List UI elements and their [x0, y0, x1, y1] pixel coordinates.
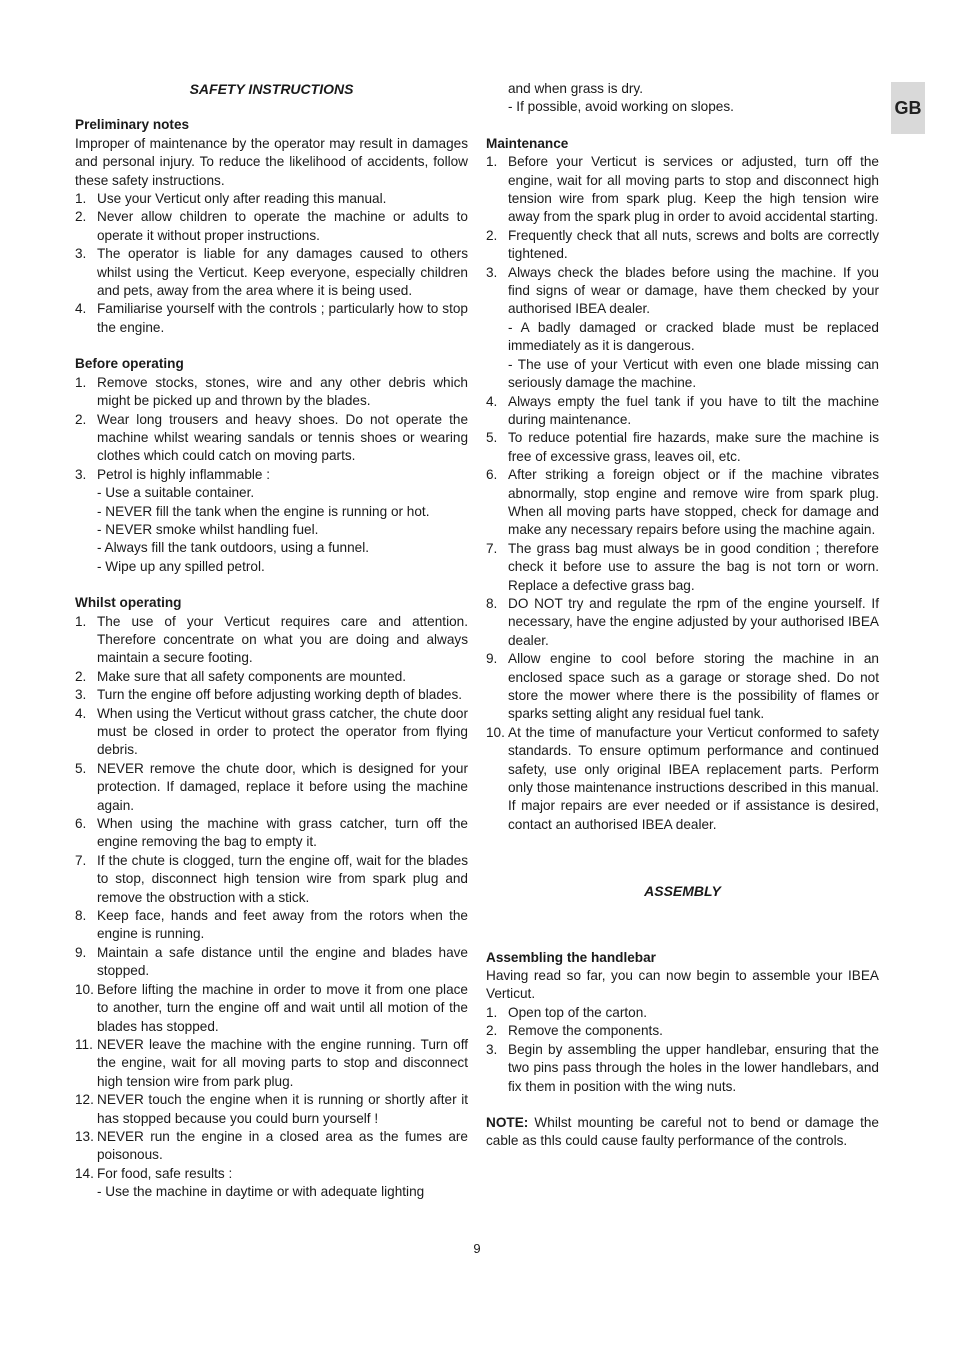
petrol-sub-item: - Use a suitable container. [97, 485, 255, 501]
maintenance-list [486, 153, 879, 834]
list-item: 8. Keep face, hands and feet away from the rotors when the engine is running. [75, 908, 468, 942]
assembly-list [486, 1004, 879, 1096]
list-item: 6. When using the machine with grass catcher, turn off the engine removing the bag to empty it. [75, 816, 468, 850]
list-item: 5. NEVER remove the chute door, which is designed for your protection. If damaged, replace it before using the machine again. [75, 760, 468, 813]
preliminary-list [75, 190, 468, 337]
list-item: 2. Frequently check that all nuts, screws and bolts are correctly tightened. [486, 227, 879, 262]
list-item: 3. Petrol is highly inflammable : - Use a suitable container. - NEVER fill the tank when the engine is running or hot. - NEVER smoke whilst handling fuel. - Always fill the tank outdoors, using a funnel. - Wipe up any spilled petrol. [75, 466, 468, 576]
list-item: 1. The use of your Verticut requires care and attention. Therefore concentrate on what you are doing and always maintain a secure footing. [75, 613, 468, 666]
preliminary-notes-heading: Preliminary notes [75, 117, 190, 133]
list-item: 12. NEVER touch the engine when it is running or shortly after it has stopped because you could burn yourself ! [75, 1092, 468, 1126]
list-item: 9. Allow engine to cool before storing the machine in an enclosed space such as a garage or storage shed. Do not store the mower where there is the possibility of flames or sparks setting alight any residual fuel tank. [486, 651, 879, 722]
petrol-sub-item: - NEVER fill the tank when the engine is running or hot. [97, 503, 430, 519]
list-item: 1. Open top of the carton. [486, 1004, 648, 1020]
page-number: 9 [473, 1241, 481, 1256]
petrol-sub-item: - NEVER smoke whilst handling fuel. [97, 521, 319, 537]
list-item: 7. If the chute is clogged, turn the engine off, wait for the blades to stop, disconnect high tension wire from spark plug and remove the obstruction with a stick. [75, 852, 468, 905]
language-tab-label: GB [894, 97, 922, 118]
list-item: 11. NEVER leave the machine with the engine running. Turn off the engine, wait for all moving parts to stop and disconnect high tension wire from park plug. [75, 1036, 468, 1089]
assembly-title: ASSEMBLY [644, 883, 721, 900]
list-item: 14. For food, safe results : - Use the machine in daytime or with adequate lighting [75, 1165, 468, 1202]
food-sub-item: - Use the machine in daytime or with adequate lighting [97, 1184, 425, 1200]
right-column [486, 80, 879, 1151]
list-item: 4. When using the Verticut without grass catcher, the chute door must be closed in order to protect the operator from flying debris. [75, 705, 468, 758]
before-operating-heading: Before operating [75, 356, 184, 372]
note-label: NOTE: [486, 1114, 529, 1130]
list-item: 2. Never allow children to operate the machine or adults to operate it without proper instructions. [75, 209, 468, 243]
list-item: 5. To reduce potential fire hazards, make sure the machine is free of excessive grass, leaves oil, etc. [486, 430, 879, 464]
note-text: Whilst mounting be careful not to bend or damage the cable as thls could cause faulty performance of the controls. [486, 1114, 879, 1149]
maintenance-heading: Maintenance [486, 135, 569, 151]
list-item: 8. DO NOT try and regulate the rpm of the engine yourself. If necessary, have the engine adjusted by your authorised IBEA dealer. [486, 595, 879, 648]
assembly-note [486, 1114, 879, 1151]
list-item: 9. Maintain a safe distance until the engine and blades have stopped. [75, 944, 468, 979]
whilst-operating-list [75, 613, 468, 1202]
list-item: 1. Use your Verticut only after reading this manual. [75, 191, 387, 207]
continuation-line: and when grass is dry. [508, 81, 643, 96]
whilst-operating-heading: Whilst operating [75, 595, 182, 611]
language-tab-gb [891, 82, 925, 134]
petrol-sub-item: - Wipe up any spilled petrol. [97, 558, 265, 574]
list-item: 10. At the time of manufacture your Verticut conformed to safety standards. To ensure optimum performance and continued safety, use only original IBEA replacement parts. Perform only those maintenance instructions described in this manual. If major repairs are ever needed or if assistance is desired, contact an authorised IBEA dealer. [486, 724, 879, 832]
petrol-sub-item: - Always fill the tank outdoors, using a funnel. [97, 540, 370, 556]
list-item: 4. Always empty the fuel tank if you have to tilt the machine during maintenance. [486, 393, 879, 427]
list-item: 2. Wear long trousers and heavy shoes. Do not operate the machine whilst wearing sandals or tennis shoes or wearing clothes which could catch on moving parts. [75, 411, 468, 464]
blade-sub-item: - A badly damaged or cracked blade must be replaced immediately as it is dangerous. [508, 319, 879, 354]
continuation-line: - If possible, avoid working on slopes. [508, 99, 734, 115]
list-item: 3. Always check the blades before using the machine. If you find signs of wear or damage, have them checked by your authorised IBEA dealer. - A badly damaged or cracked blade must be replaced immediately as it is dangerous. - The use of your Verticut with even one blade missing can seriously damage the machine. [486, 264, 879, 393]
list-item: 1. Before your Verticut is services or adjusted, turn off the engine, wait for all moving parts to stop and disconnect high tension wire from spark plug. Keep the high tension wire away from the spark plug in order to avoid accidental starting. [486, 154, 879, 225]
list-item: 6. After striking a foreign object or if the machine vibrates abnormally, stop engine and remove wire from spark plug. When all moving parts have stopped, check for damage and make any necessary repairs before using the machine again. [486, 467, 879, 538]
assembly-intro: Having read so far, you can now begin to assemble your IBEA Verticut. [486, 968, 879, 1002]
list-item: 3. Turn the engine off before adjusting working depth of blades. [75, 687, 463, 703]
list-item: 1. Remove stocks, stones, wire and any other debris which might be picked up and thrown by the blades. [75, 374, 468, 409]
list-item: 4. Familiarise yourself with the controls ; particularly how to stop the engine. [75, 301, 468, 335]
list-item: 13. NEVER run the engine in a closed area as the fumes are poisonous. [75, 1128, 468, 1163]
safety-instructions-title: SAFETY INSTRUCTIONS [189, 81, 354, 97]
list-item: 7. The grass bag must always be in good condition ; therefore check it before use to assure the bag is not torn or worn. Replace a defective grass bag. [486, 540, 879, 593]
list-item: 2. Make sure that all safety components are mounted. [75, 668, 407, 684]
left-column [75, 80, 468, 1202]
list-item: 3. The operator is liable for any damages caused to others whilst using the Verticut. Keep everyone, especially children and pets, away from the area where it is being used. [75, 246, 468, 299]
list-item: 10. Before lifting the machine in order to move it from one place to another, turn the engine off and wait until all motion of the blades has stopped. [75, 981, 468, 1034]
preliminary-intro: Improper of maintenance by the operator may result in damages and personal injury. To reduce the likelihood of accidents, follow these safety instructions. [75, 135, 468, 188]
blade-sub-item: - The use of your Verticut with even one blade missing can seriously damage the machine. [508, 356, 879, 391]
before-operating-list [75, 374, 468, 576]
list-item: 3. Begin by assembling the upper handlebar, ensuring that the two pins pass through the holes in the lower handlebars, and fix them in position with the wing nuts. [486, 1041, 879, 1094]
list-item: 2. Remove the components. [486, 1023, 663, 1039]
assembling-handlebar-heading: Assembling the handlebar [486, 949, 656, 965]
